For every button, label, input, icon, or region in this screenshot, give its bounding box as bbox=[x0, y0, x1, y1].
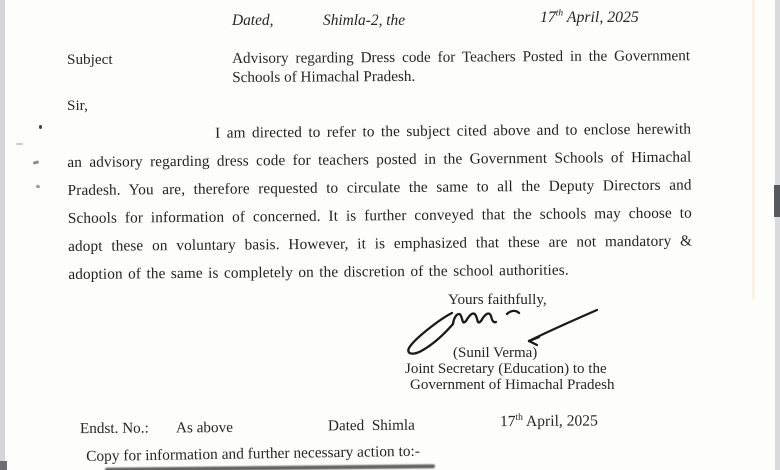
endorsement-date bbox=[500, 412, 598, 431]
letter-date-ordinal: th bbox=[555, 8, 564, 19]
letter-date-rest: April, 2025 bbox=[563, 9, 639, 26]
endorsement-date-rest: April, 2025 bbox=[522, 412, 598, 430]
endorsement-date-day: 17 bbox=[499, 413, 516, 431]
signatory-designation-line-2: Government of Himachal Pradesh bbox=[410, 377, 615, 393]
subject-line-1: Advisory regarding Dress code for Teachers Posted in the Government bbox=[232, 47, 691, 67]
endorsement-number-label: Endst. No.: bbox=[79, 419, 149, 438]
letter-date-day: 17 bbox=[540, 9, 556, 26]
salutation: Sir, bbox=[67, 97, 88, 114]
signatory-designation-line-1: Joint Secretary (Education) to the bbox=[405, 361, 607, 377]
signatory-name: (Sunil Verma) bbox=[453, 345, 538, 361]
place-line: Shimla-2, the bbox=[323, 12, 406, 29]
body-paragraph: I am directed to refer to the subject cited above and to enclose herewith an advisory regarding dress code for teachers posted in the Government Schools of Himachal Pradesh. You are, therefore requested to circulate the same to all the Deputy Directors and Schools for information of concerned. It is further conveyed that the schools may choose to adopt these on voluntary basis. However, it is emphasized that these are not mandatory & adoption of the same is completely on the discretion of the school authorities. bbox=[67, 120, 693, 283]
copy-distribution-line: Copy for information and further necessary action to:- bbox=[86, 442, 421, 465]
subject-label: Subject bbox=[67, 51, 113, 68]
endorsement-date-ordinal: th bbox=[515, 412, 523, 423]
subject-line-2: Schools of Himachal Pradesh. bbox=[232, 67, 416, 86]
closing-phrase: Yours faithfully, bbox=[448, 291, 547, 308]
endorsement-dated-place: Dated Shimla bbox=[327, 416, 415, 435]
endorsement-reference: As above bbox=[175, 419, 233, 437]
dated-label: Dated, bbox=[232, 12, 274, 29]
